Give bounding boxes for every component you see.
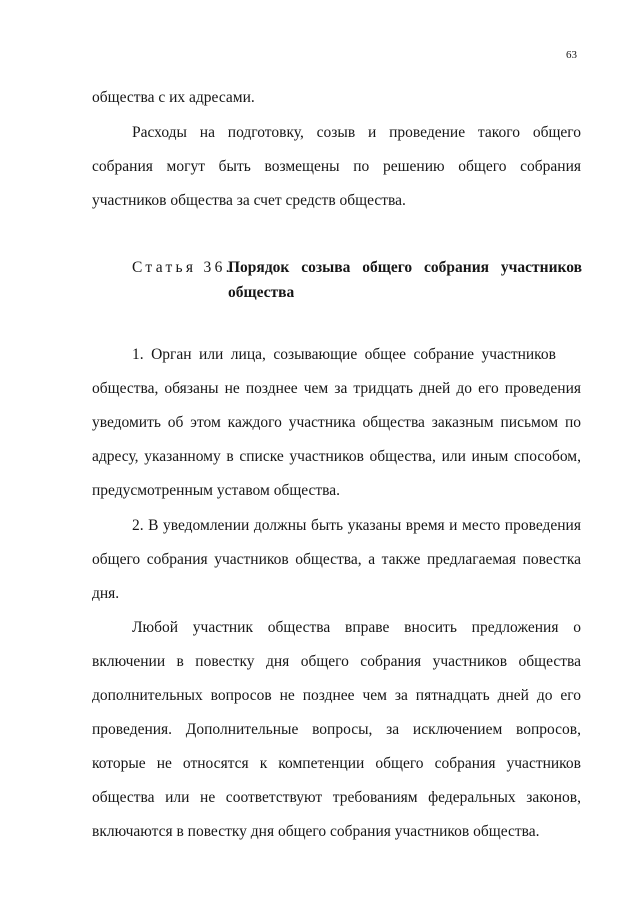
text-line: общества или не соответствуют требованиям федеральных законов,: [92, 789, 581, 806]
text-line: проведения. Дополнительные вопросы, за исключением вопросов,: [92, 721, 581, 738]
text-line: собрания могут быть возмещены по решению общего собрания: [92, 158, 581, 175]
text-line: Расходы на подготовку, созыв и проведение такого общего: [132, 124, 581, 141]
text-line: общества с их адресами.: [92, 89, 255, 106]
article-title-continuation: общества: [228, 284, 295, 301]
text-line: которые не относятся к компетенции общего собрания участников: [92, 755, 581, 772]
text-line: участников общества за счет средств общества.: [92, 192, 406, 209]
text-line: адресу, указанному в списке участников общества, или иным способом,: [92, 448, 581, 465]
text-line: уведомить об этом каждого участника общества заказным письмом по: [92, 414, 581, 431]
article-heading: [132, 259, 582, 277]
article-label: Статья 36.: [132, 259, 233, 276]
text-line: предусмотренным уставом общества.: [92, 482, 341, 499]
text-line: 2. В уведомлении должны быть указаны время и место проведения: [132, 517, 581, 534]
text-line: 1. Орган или лица, созывающие общее собрание участников: [132, 346, 556, 363]
article-title: Порядок созыва общего собрания участников: [228, 259, 582, 276]
text-line: дня.: [92, 585, 120, 602]
page-number: 63: [566, 49, 577, 61]
text-line: включаются в повестку дня общего собрания участников общества.: [92, 823, 540, 840]
text-line: общего собрания участников общества, а также предлагаемая повестка: [92, 551, 581, 568]
text-line: общества, обязаны не позднее чем за тридцать дней до его проведения: [92, 380, 581, 397]
text-line: включении в повестку дня общего собрания участников общества: [92, 653, 581, 670]
text-line: дополнительных вопросов не позднее чем за пятнадцать дней до его: [92, 687, 581, 704]
text-line: Любой участник общества вправе вносить предложения о: [132, 619, 581, 636]
